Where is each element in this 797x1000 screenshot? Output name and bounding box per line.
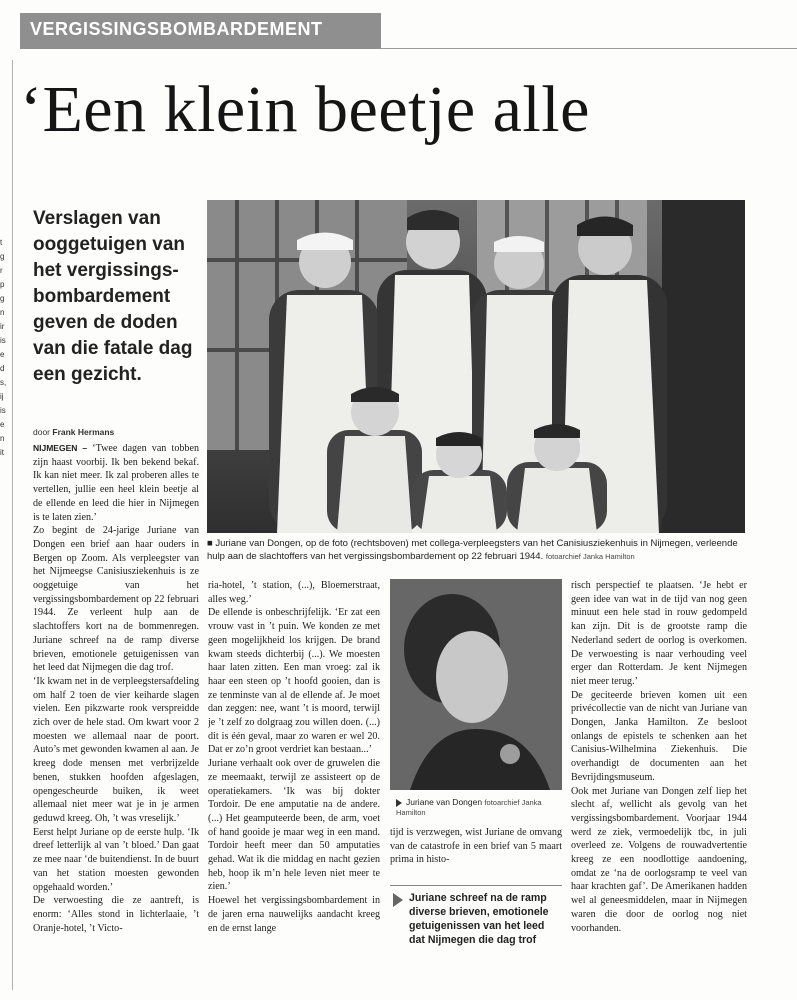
caption-text: Juriane van Dongen: [406, 797, 483, 807]
group-photo-caption: [207, 538, 747, 563]
edge-fragment: g: [0, 252, 5, 261]
edge-fragment: e: [0, 350, 5, 359]
caption-bullet: ■: [207, 538, 213, 549]
edge-fragment: ir: [0, 322, 5, 331]
section-label: VERGISSINGSBOMBARDEMENT: [30, 19, 323, 39]
text-column-3: [390, 826, 562, 882]
body-paragraph: ria-hotel, ’t station, (...), Bloemerstraat, alles weg.’: [208, 580, 380, 605]
adjacent-column-fragment: [0, 0, 10, 1000]
photo-credit: fotoarchief Janka Hamilton: [545, 551, 635, 561]
caption-text: Juriane van Dongen, op de foto (rechtsboven) met collega-verpleegsters van het Canisiusziekenhuis in Nijmegen, verleende hulp aan de slachtoffers van het vergissingsbombardement op 22 februari 1944.: [207, 538, 738, 562]
group-photo-illustration: [207, 200, 745, 533]
body-paragraph: Ook met Juriane van Dongen zelf liep het slecht af, wellicht als gevolg van het vergissingsbombardement. Voorjaar 1944 werd ze ziek, vermoedelijk tbc, in juli overleed ze. Volgens de rouwadvertentie kreeg ze een noodlottige aandoening, omdat ze ‘na de oorlogsramp te veel van haar krachten gaf’. De Amerikanen hadden wel al geneesmiddelen, maar in Nijmegen waren die door de oorlog nog niet voorhanden.: [571, 785, 747, 934]
intro-deck: Verslagen van ooggetuigen van het vergissingsbombardement geven de doden van die fatale dag een gezicht.: [33, 208, 193, 385]
column-divider: [12, 60, 13, 990]
body-paragraph: De geciteerde brieven komen uit een privécollectie van de nicht van Juriane van Dongen, Janka Hamilton. Ze besloot onlangs de epistels te schenken aan het Canisius-Wilhelmina Ziekenhuis. Die overhandigt de documenten aan het Bevrijdingsmuseum.: [571, 689, 747, 783]
pull-quote-rule: [390, 885, 562, 886]
text-column-4: [571, 579, 747, 990]
text-column-2: [208, 579, 380, 990]
edge-fragment: n: [0, 434, 5, 443]
body-paragraph: De verwoesting die ze aantreft, is enorm: ‘Alles stond in lichterlaaie, ’t Oranje-hotel, ’t Victo-: [33, 895, 199, 934]
headline: ‘Een klein beetje alle: [20, 73, 590, 146]
edge-fragment: p: [0, 280, 5, 289]
pull-quote: Juriane schreef na de ramp diverse brieven, emotionele getuigenissen van het leed dat Nijmegen die dag trof: [409, 892, 549, 946]
edge-fragment: is: [0, 406, 6, 415]
edge-fragment: n: [0, 308, 5, 317]
caption-arrow-icon: [396, 799, 402, 807]
lead-quote: ‘Twee dagen van tobben zijn haast voorbij. Ik ben bekend bekaf. Ik kan niet meer. Ik zal proberen alles te vertellen, jullie een heel klein beetje al de ellende en leed die hier in Nijmegen is te laten zien.’: [33, 443, 199, 523]
edge-fragment: t: [0, 238, 3, 247]
body-paragraph: Hoewel het vergissingsbombardement in de jaren erna nauwelijks aandacht kreeg en de ernst lange: [208, 895, 380, 934]
header-rule: [381, 48, 797, 49]
edge-fragment: is: [0, 336, 6, 345]
body-paragraph: De ellende is onbeschrijfelijk. ‘Er zat een vrouw vast in ’t puin. We konden ze met geen mogelijkheid los krijgen. De brand kwam steeds dichterbij (...). We moesten haar laten zitten. Een man vroeg: zal ik haar een steen op ’t hoofd gooien, dan is ze tenminste van al de ellende af. Je moet dan zeggen: nee, want ’t is moord, terwijl je ’t zelf zo dolgraag zou willen doen. (...) dit is één geval, maar zo waren er wel 20. Dat er zo’n groot verdriet kan bestaan...’: [208, 607, 380, 756]
edge-fragment: g: [0, 294, 5, 303]
lead-paragraph: [33, 442, 199, 524]
body-paragraph: Juriane verhaalt ook over de gruwelen die ze meemaakt, terwijl ze assisteert op de operatiekamers. ‘Ik was bij dokter Tordoir. De ene amputatie na de andere. (...) Het geamputeerde been, de arm, voet of hand gooide je maar weg in een mand. Tordoir heeft meer dan 50 amputaties gehad. Wat ik die middag en nacht gezien heb, hoop ik m’n hele leven niet meer te zien.’: [208, 758, 380, 893]
text-column-1: [33, 442, 199, 990]
body-paragraph: Zo begint de 24-jarige Juriane van Dongen een brief aan haar ouders in Bergen op Zoom. Als verpleegster van het Nijmeegse Canisiusziekenhuis is ze ooggetuige van het vergissingsbombardement op 22 februari 1944. Ze verleent hulp aan de slachtoffers kort na de bommenregen. Juriane schreef na de ramp diverse brieven, emotionele getuigenissen van het leed dat Nijmegen die dag trof.: [33, 525, 199, 674]
photo-credit: fotoarchief Janka Hamilton: [396, 798, 542, 817]
body-paragraph: ‘Ik kwam net in de verpleegstersafdeling om half 2 toen de vier keiharde slagen vielen. Een pikzwarte rook verspreidde zich over de hele stad. Om kwart voor 2 moesten we allemaal naar de poort. Auto’s met gewonden kwamen al aan. Je kreeg dode mensen met verbrijzelde benen, stukken hoofden afgeslagen, opengescheurde buiken, ik weet allemaal niet meer wat je in je armen geduwd kreeg. Oh, ’t was vreselijk.’: [33, 675, 199, 824]
edge-fragment: ij: [0, 392, 4, 401]
byline-prefix: door: [33, 427, 51, 437]
dateline: NIJMEGEN –: [33, 443, 88, 453]
byline: [33, 427, 114, 437]
edge-fragment: r: [0, 266, 3, 275]
portrait-caption: [396, 797, 566, 817]
byline-author: Frank Hermans: [52, 427, 115, 437]
body-paragraph: Eerst helpt Juriane op de eerste hulp. ‘Ik dreef letterlijk al van ’t bloed.’ Dan gaat ze mee naar ‘de buitendienst. In de buurt van het station moesten gewonden opgehaald worden.’: [33, 826, 199, 893]
edge-fragment: it: [0, 448, 4, 457]
edge-fragment: s,: [0, 378, 7, 387]
portrait-photo-juriane: [390, 579, 562, 790]
edge-fragment: e: [0, 420, 5, 429]
body-paragraph: risch perspectief te plaatsen. ‘Je hebt er geen idee van wat in de tijd van nog geen minuut een hele stad in rouw gedompeld kan zijn. Dit is de grootste ramp die Nederland sedert de oorlog is overkomen. De verwoesting is naar verhouding veel erger dan Rotterdam. Je kent Nijmegen niet meer terug.’: [571, 580, 747, 687]
edge-fragment: d: [0, 364, 5, 373]
group-photo-nurses: [207, 200, 745, 533]
pull-quote-marker-icon: [393, 893, 403, 907]
body-paragraph: tijd is verzwegen, wist Juriane de omvang van de catastrofe in een brief van 5 maart prima in histo-: [390, 827, 562, 866]
portrait-illustration: [390, 579, 562, 790]
